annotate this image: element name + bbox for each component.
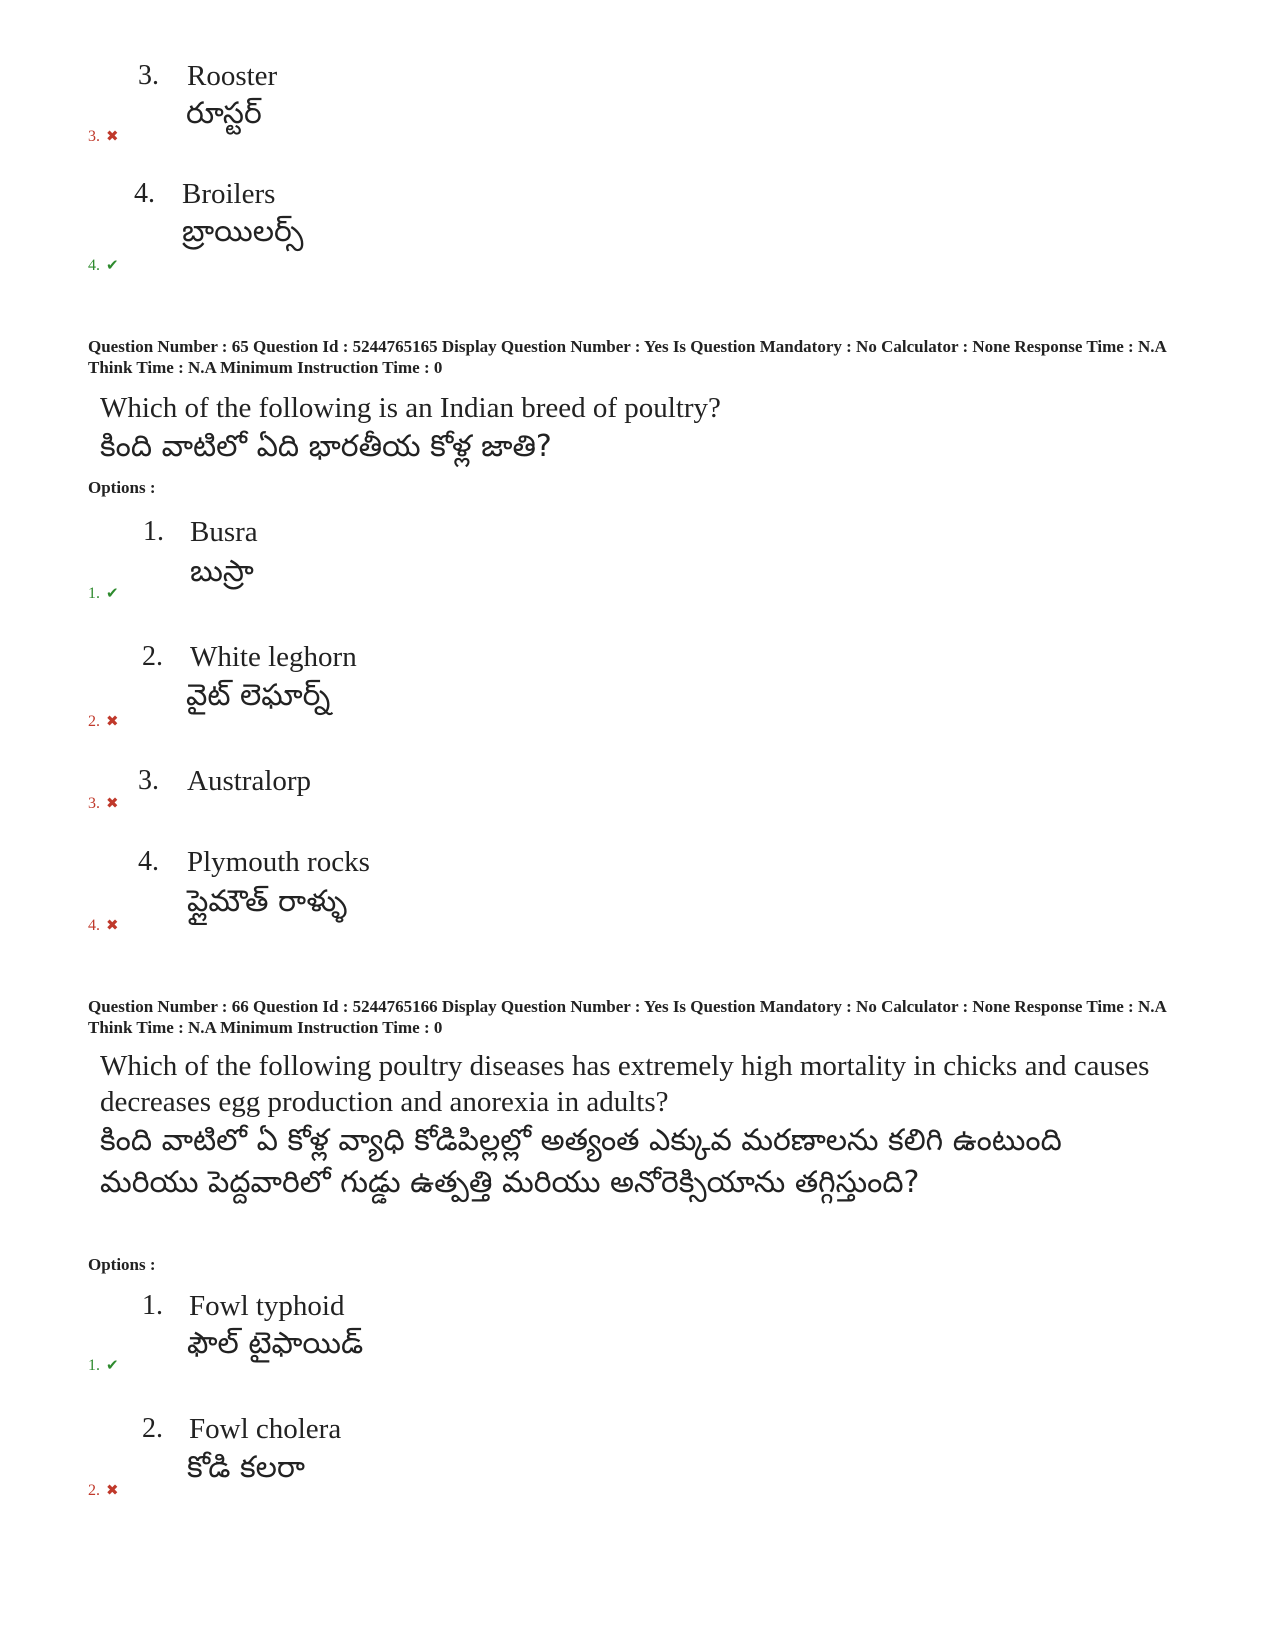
mark-label: 3. — [88, 128, 100, 145]
question-text-en: Which of the following poultry diseases has extremely high mortality in chicks and causes decreases egg production and anorexia in adults? — [100, 1050, 1150, 1118]
option-number: 2. — [142, 641, 163, 672]
option-text-en: White leghorn — [190, 641, 357, 673]
cross-icon: ✖ — [106, 712, 119, 730]
mark-label: 2. — [88, 1482, 100, 1499]
mark-label: 1. — [88, 585, 100, 602]
wrong-mark — [88, 916, 119, 935]
option-number: 1. — [143, 516, 164, 547]
options-label: Options : — [88, 1255, 156, 1274]
option-number: 3. — [138, 60, 159, 91]
check-icon: ✔ — [106, 256, 119, 274]
option-text-en: Fowl typhoid — [189, 1290, 345, 1322]
mark-label: 1. — [88, 1357, 100, 1374]
option-number: 3. — [138, 765, 159, 796]
option-text-te: ఫౌల్ టైఫాయిడ్ — [187, 1326, 364, 1361]
option-text-en: Plymouth rocks — [187, 846, 370, 878]
option-number: 1. — [142, 1290, 163, 1321]
cross-icon: ✖ — [106, 1481, 119, 1499]
question-meta: Question Number : 65 Question Id : 5244765165 Display Question Number : Yes Is Question Mandatory : No Calculator : None Response Time : N.A Think Time : N.A Minimum Instruction Time : 0 — [88, 337, 1166, 377]
option-text-te: బ్రాయిలర్స్ — [182, 214, 304, 249]
option-text-te: ప్లైమౌత్ రాళ్ళు — [187, 884, 348, 919]
option-text-en: Australorp — [187, 765, 312, 797]
wrong-mark — [88, 712, 119, 731]
wrong-mark — [88, 1481, 119, 1500]
option-text-en: Rooster — [187, 60, 278, 92]
option-number: 4. — [138, 846, 159, 877]
option-text-te: రూస్టర్ — [186, 96, 262, 131]
question-meta: Question Number : 66 Question Id : 5244765166 Display Question Number : Yes Is Question Mandatory : No Calculator : None Response Time : N.A Think Time : N.A Minimum Instruction Time : 0 — [88, 997, 1166, 1037]
cross-icon: ✖ — [106, 127, 119, 145]
correct-mark — [88, 1356, 119, 1375]
wrong-mark — [88, 127, 119, 146]
question-text-te: కింది వాటిలో ఏ కోళ్ల వ్యాధి కోడిపిల్లల్లో అత్యంత ఎక్కువ మరణాలను కలిగి ఉంటుంది మరియు పెద్దవారిలో గుడ్డు ఉత్పత్తి మరియు అనోరెక్సియాను తగ్గిస్తుంది? — [100, 1123, 1062, 1200]
mark-label: 2. — [88, 713, 100, 730]
cross-icon: ✖ — [106, 916, 119, 934]
correct-mark — [88, 584, 119, 603]
option-text-en: Busra — [190, 516, 258, 548]
option-text-en: Broilers — [182, 178, 276, 210]
check-icon: ✔ — [106, 584, 119, 602]
question-text-te: కింది వాటిలో ఏది భారతీయ కోళ్ల జాతి? — [100, 429, 552, 464]
option-number: 4. — [134, 178, 155, 209]
option-number: 2. — [142, 1413, 163, 1444]
mark-label: 4. — [88, 917, 100, 934]
option-text-te: వైట్ లెఘార్న్ — [186, 678, 331, 713]
options-label: Options : — [88, 478, 156, 497]
correct-mark — [88, 256, 119, 275]
check-icon: ✔ — [106, 1356, 119, 1374]
question-text-en: Which of the following is an Indian breed of poultry? — [100, 392, 721, 424]
option-text-te: కోడి కలరా — [187, 1450, 305, 1485]
wrong-mark — [88, 794, 119, 813]
option-text-en: Fowl cholera — [189, 1413, 342, 1445]
mark-label: 3. — [88, 795, 100, 812]
option-text-te: బుస్రా — [190, 554, 254, 589]
cross-icon: ✖ — [106, 794, 119, 812]
mark-label: 4. — [88, 257, 100, 274]
